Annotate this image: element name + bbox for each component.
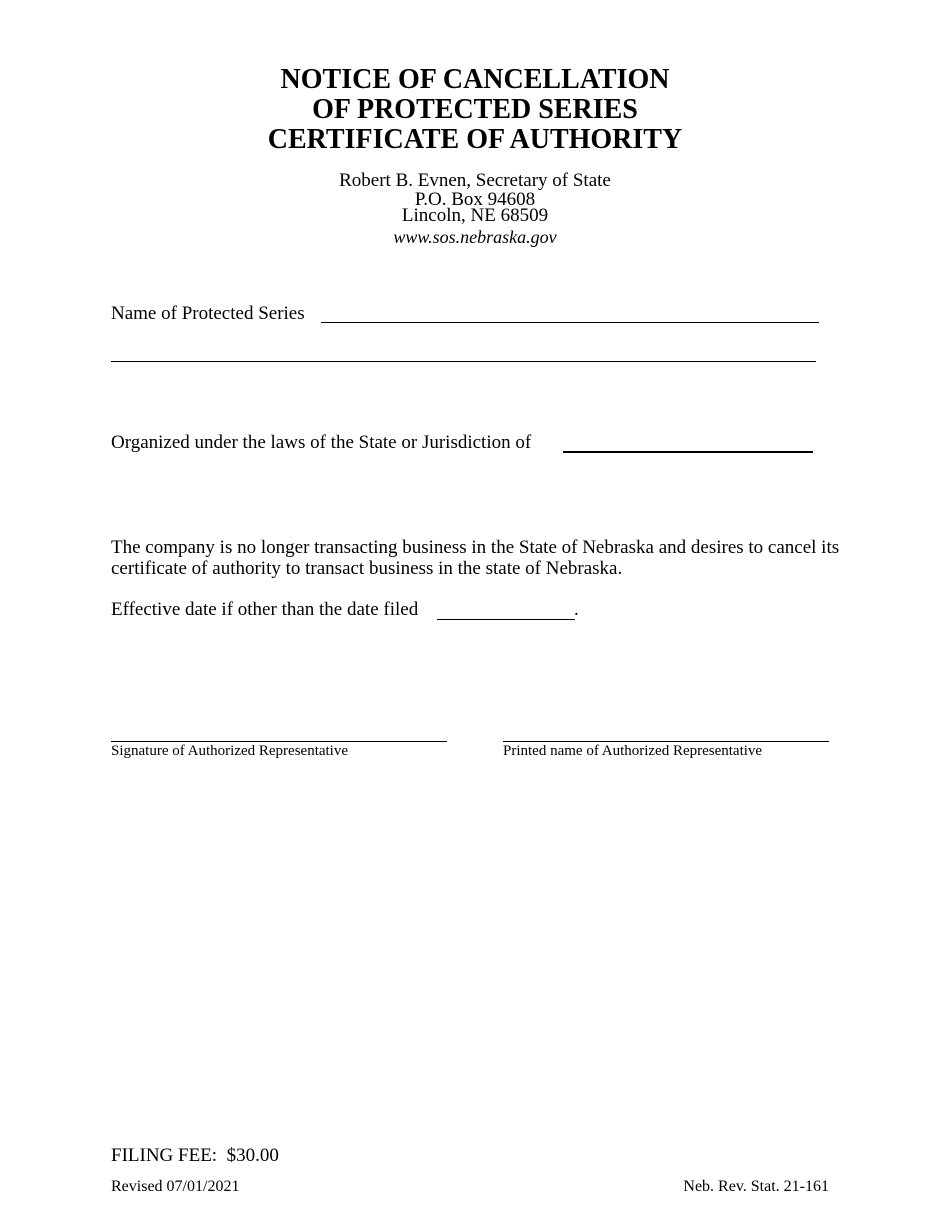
series-name-field[interactable] [324,300,818,324]
series-name-label: Name of Protected Series [111,303,305,324]
po-box: P.O. Box 94608 [414,189,536,210]
filing-fee: FILING FEE: $30.00 [111,1145,279,1166]
revision-date: Revised 07/01/2021 [111,1178,240,1195]
form-title-line-3: CERTIFICATE OF AUTHORITY [267,124,683,155]
cancellation-statement: The company is no longer transacting business in the State of Nebraska and desires to cancel its certificate of authority to transact business in the state of Nebraska. [111,537,840,579]
statute-reference: Neb. Rev. Stat. 21-161 [683,1178,829,1195]
website-link[interactable]: www.sos.nebraska.gov [393,227,557,247]
effective-date-field[interactable] [438,597,574,621]
printed-name-line[interactable] [503,741,829,742]
effective-date-label: Effective date if other than the date filed [111,599,419,620]
jurisdiction-underline [563,451,813,453]
city-state-zip: Lincoln, NE 68509 [401,205,549,226]
effective-date-period: . [574,599,579,620]
signature-caption: Signature of Authorized Representative [111,743,349,759]
jurisdiction-label: Organized under the laws of the State or Jurisdiction of [111,432,532,453]
series-name-underline [321,322,819,323]
form-title-line-1: NOTICE OF CANCELLATION [280,64,670,95]
effective-date-underline [437,619,575,620]
office-name: Robert B. Evnen, Secretary of State [339,170,611,191]
signature-line[interactable] [111,741,447,742]
printed-name-caption: Printed name of Authorized Representative [503,743,763,759]
form-title-line-2: OF PROTECTED SERIES [312,94,638,125]
series-name-continuation-line[interactable] [111,361,816,362]
